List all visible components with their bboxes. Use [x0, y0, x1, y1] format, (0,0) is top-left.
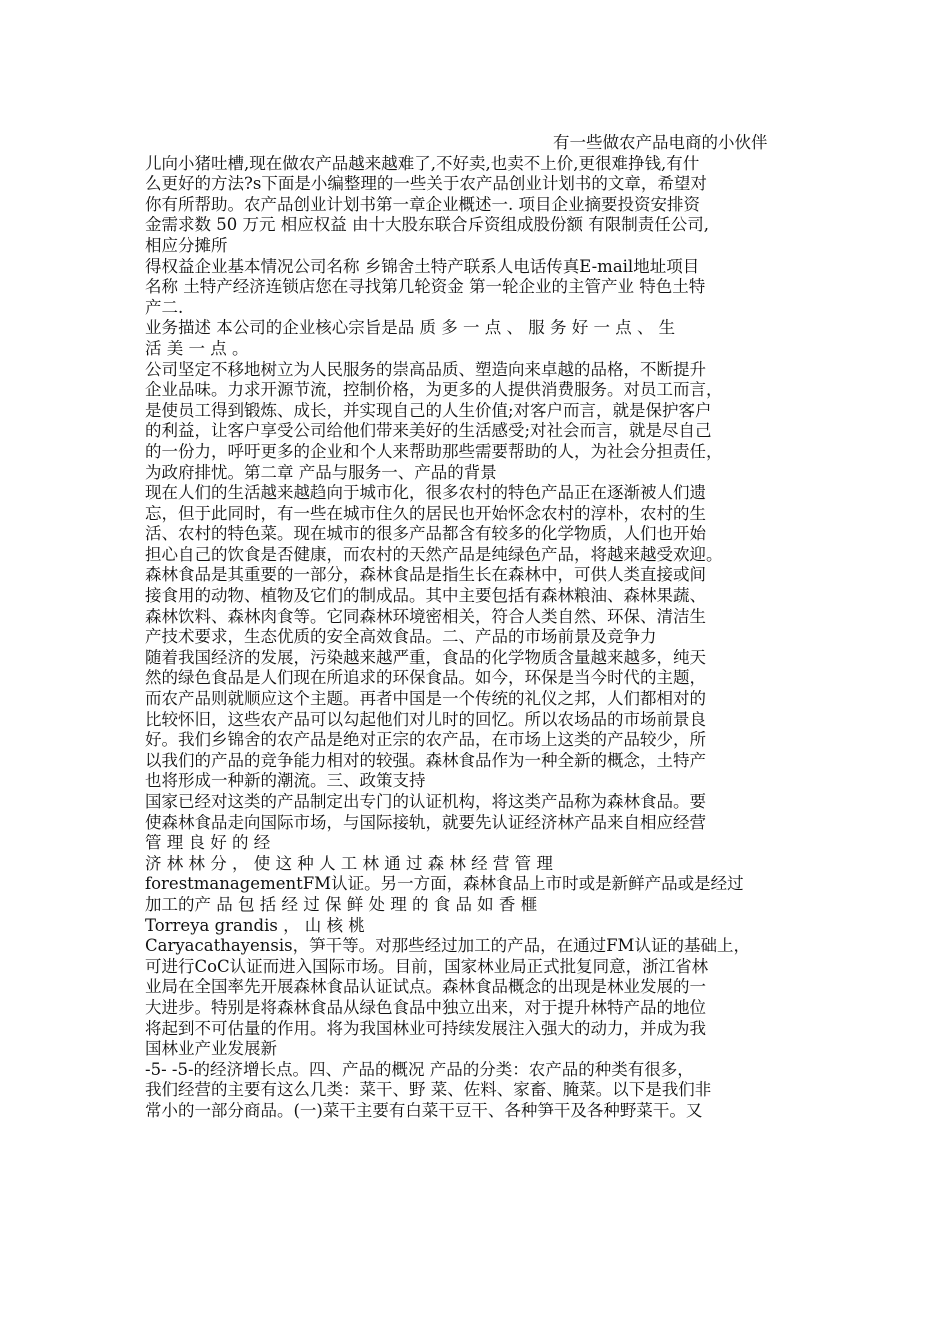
text-line: 随着我国经济的发展，污染越来越严重，食品的化学物质含量越来越多，纯天 [145, 647, 706, 667]
text-line: 你有所帮助。农产品创业计划书第一章企业概述一. 项目企业摘要投资安排资 [145, 194, 700, 214]
text-line: 业局在全国率先开展森林食品认证试点。森林食品概念的出现是林业发展的一 [145, 977, 706, 997]
text-line: 然的绿色食品是人们现在所追求的环保食品。如今，环保是当今时代的主题， [145, 668, 706, 688]
text-line: 森林食品是其重要的一部分，森林食品是指生长在森林中，可供人类直接或间 [145, 565, 706, 585]
text-line: 忘，但于此同时，有一些在城市住久的居民也开始怀念农村的淳朴，农村的生 [145, 503, 706, 523]
text-line: 好。我们乡锦舍的农产品是绝对正宗的农产品，在市场上这类的产品较少，所 [145, 730, 706, 750]
text-line: 产技术要求，生态优质的安全高效食品。二、产品的市场前景及竞争力 [145, 627, 657, 647]
text-line: 的一份力，呼吁更多的企业和个人来帮助那些需要帮助的人，为社会分担责任， [145, 441, 723, 461]
text-line: Torreya grandis ， 山 核 桃 [145, 915, 365, 935]
text-line: forestmanagementFM认证。另一方面，森林食品上市时或是新鲜产品或是经过 [145, 874, 744, 894]
text-line: 业务描述 本公司的企业核心宗旨是品 质 多 一 点 、 服 务 好 一 点 、 生 [145, 318, 676, 338]
text-line: 活、农村的特色菜。现在城市的很多产品都含有较多的化学物质，人们也开始 [145, 524, 706, 544]
document-body [145, 133, 810, 1122]
text-line: 得权益企业基本情况公司名称 乡锦舍土特产联系人电话传真E-mail地址项目 [145, 256, 700, 276]
text-line: 公司坚定不移地树立为人民服务的崇高品质、塑造向来卓越的品格，不断提升 [145, 359, 706, 379]
text-line: 金需求数 50 万元 相应权益 由十大股东联合斥资组成股份额 有限制责任公司, [145, 215, 709, 235]
text-line: 现在人们的生活越来越趋向于城市化，很多农村的特色产品正在逐渐被人们遗 [145, 483, 706, 503]
text-line: 接食用的动物、植物及它们的制成品。其中主要包括有森林粮油、森林果蔬、 [145, 586, 706, 606]
text-line: 比较怀旧，这些农产品可以勾起他们对儿时的回忆。所以农场品的市场前景良 [145, 709, 706, 729]
text-line: 为政府排忧。第二章 产品与服务一、产品的背景 [145, 462, 497, 482]
text-line: 将起到不可估量的作用。将为我国林业可持续发展注入强大的动力，并成为我 [145, 1018, 706, 1038]
text-line: -5- -5-的经济增长点。四、产品的概况 产品的分类：农产品的种类有很多， [145, 1059, 694, 1079]
text-line: 的利益，让客户享受公司给他们带来美好的生活感受;对社会而言，就是尽自己 [145, 421, 712, 441]
text-line: 是使员工得到锻炼、成长，并实现自己的人生价值;对客户而言，就是保护客户 [145, 400, 712, 420]
text-line: 而农产品则就顺应这个主题。再者中国是一个传统的礼仪之邦，人们都相对的 [145, 689, 706, 709]
text-line: 可进行CoC认证而进入国际市场。目前，国家林业局正式批复同意，浙江省林 [145, 956, 709, 976]
text-line: 么更好的方法?s下面是小编整理的一些关于农产品创业计划书的文章，希望对 [145, 174, 707, 194]
text-line: 国家已经对这类的产品制定出专门的认证机构，将这类产品称为森林食品。要 [145, 792, 706, 811]
text-line: 大进步。特别是将森林食品从绿色食品中独立出来，对于提升林特产品的地位 [145, 997, 706, 1017]
text-line: 也将形成一种新的潮流。三、政策支持 [145, 771, 426, 791]
text-line: 管 理 良 好 的 经 [145, 833, 271, 853]
text-line: 济 林 林 分 ， 使 这 种 人 工 林 通 过 森 林 经 营 管 理 [145, 853, 553, 873]
text-line: 儿向小猪吐槽,现在做农产品越来越难了,不好卖,也卖不上价,更很难挣钱,有什 [145, 153, 700, 173]
text-line: 相应分摊所 [145, 235, 228, 255]
text-line: 国林业产业发展新 [145, 1039, 277, 1059]
text-line: Caryacathayensis，笋干等。对那些经过加工的产品，在通过FM认证的基础上， [145, 936, 750, 956]
text-line: 加工的产 品 包 括 经 过 保 鲜 处 理 的 食 品 如 香 榧 [145, 894, 538, 914]
text-line: 使森林食品走向国际市场，与国际接轨，就要先认证经济林产品来自相应经营 [145, 812, 706, 832]
text-line: 森林饮料、森林肉食等。它同森林环境密相关，符合人类自然、环保、清洁生 [145, 606, 706, 626]
text-line: 企业品味。力求开源节流，控制价格，为更多的人提供消费服务。对员工而言， [145, 380, 723, 400]
text-line: 名称 土特产经济连锁店您在寻找第几轮资金 第一轮企业的主管产业 特色土特 [145, 277, 706, 297]
text-line: 我们经营的主要有这么几类：菜干、野 菜、佐料、家畜、腌菜。以下是我们非 [145, 1080, 712, 1100]
text-line: 担心自己的饮食是否健康，而农村的天然产品是纯绿色产品，将越来越受欢迎。 [145, 544, 723, 564]
text-line: 以我们的产品的竞争能力相对的较强。森林食品作为一种全新的概念，土特产 [145, 750, 706, 770]
text-line: 常小的一部分商品。(一)菜干主要有白菜干豆干、各种笋干及各种野菜干。又 [145, 1100, 703, 1120]
text-line: 产二. [145, 297, 184, 317]
text-line: 有一些做农产品电商的小伙伴 [553, 133, 768, 152]
text-line: 活 美 一 点 。 [145, 338, 249, 358]
